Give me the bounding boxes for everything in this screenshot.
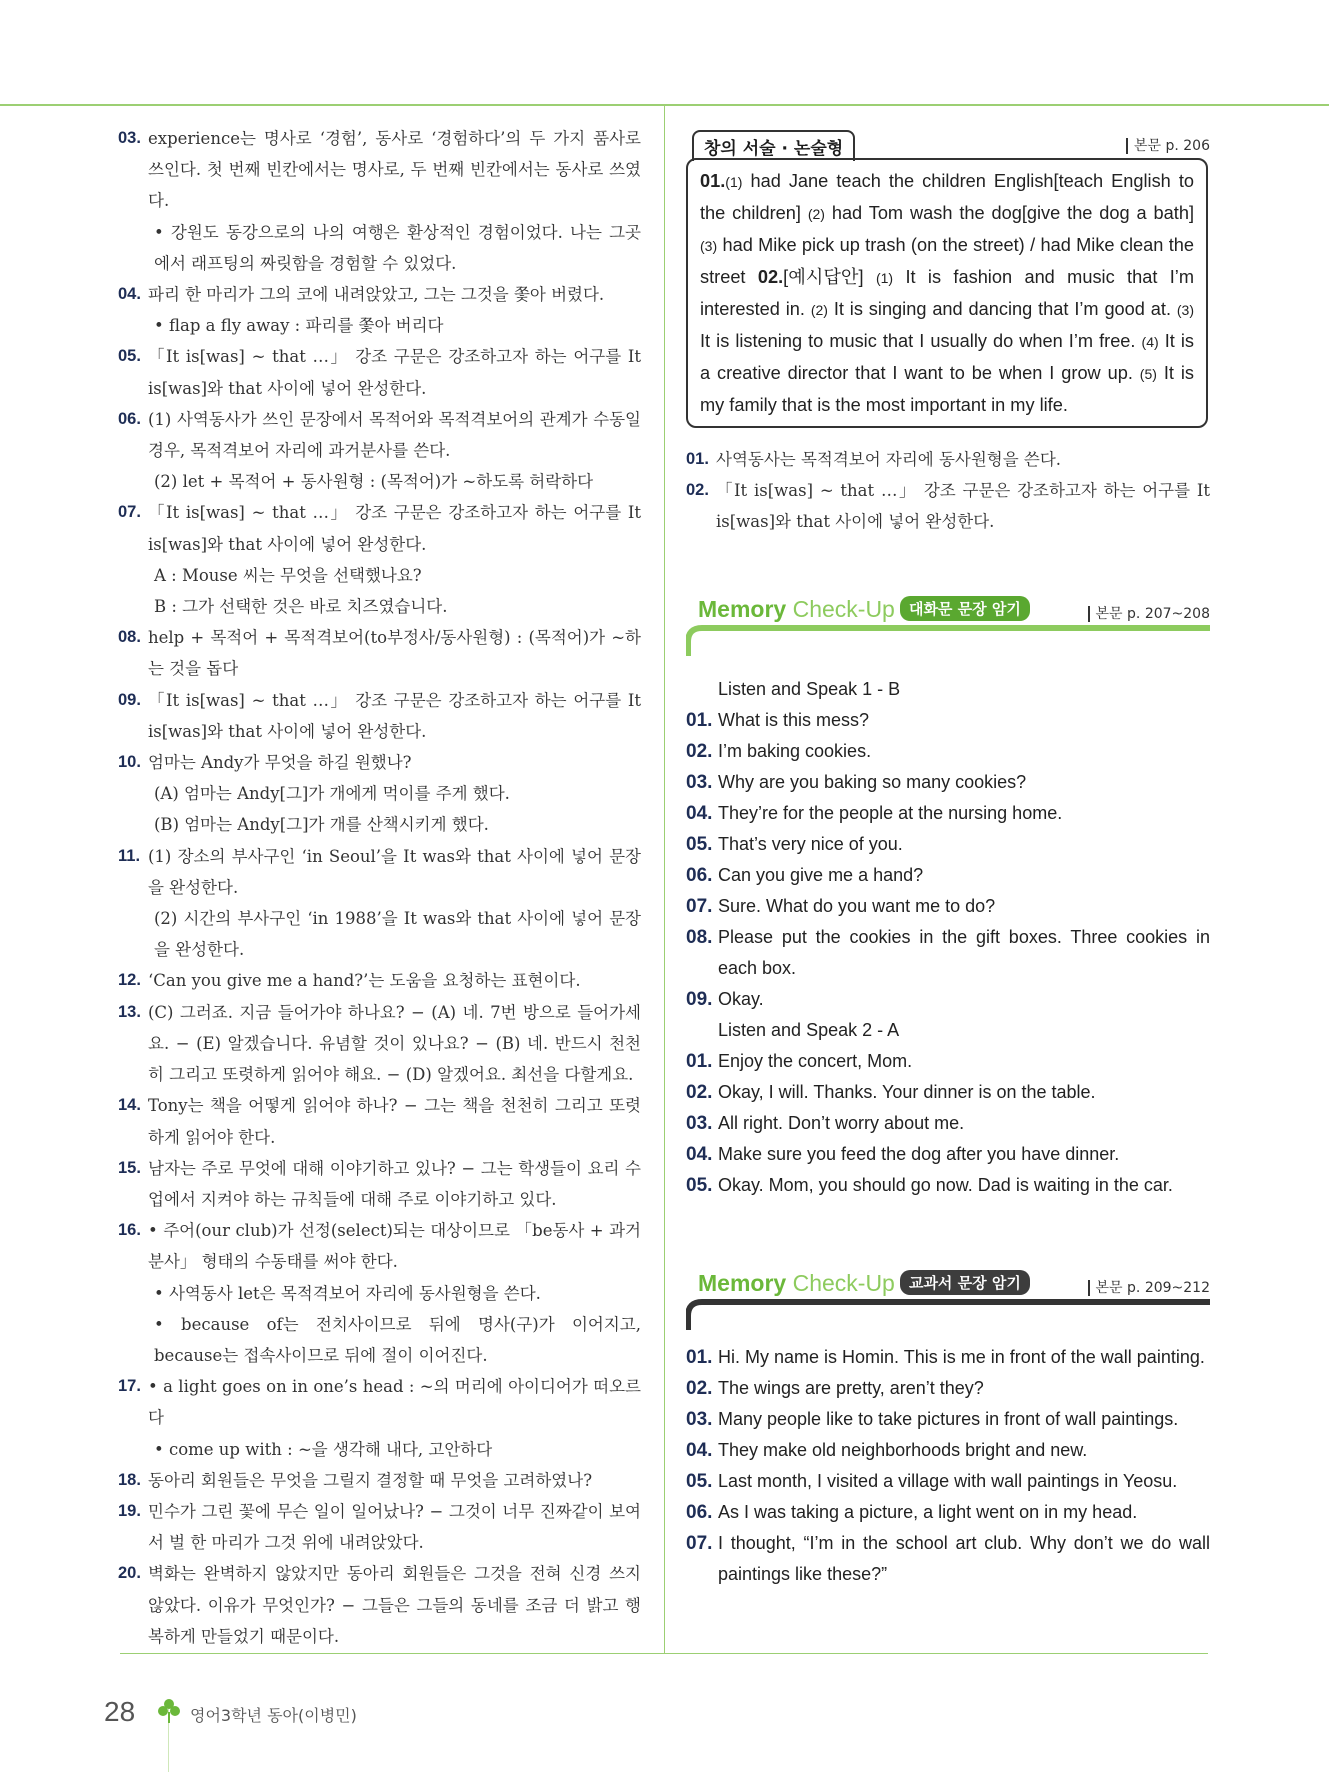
memory-sentence <box>686 1046 1210 1077</box>
memory-sentence <box>686 984 1210 1015</box>
answer-text <box>148 1215 641 1371</box>
answer-item <box>118 841 641 966</box>
answer-item <box>118 1558 641 1652</box>
memory-text: Enjoy the concert, Mom. <box>718 1051 913 1071</box>
memory-page-ref: 본문 p. 207~208 <box>1088 606 1210 622</box>
answer-subline: • 강원도 동강으로의 나의 여행은 환상적인 경험이었다. 나는 그곳에서 래프팅의 짜릿함을 경험할 수 있었다. <box>154 222 641 273</box>
creative-explanations <box>686 444 1210 537</box>
memory-text: Hi. My name is Homin. This is me in front of the wall painting. <box>718 1347 1205 1367</box>
answer-item <box>118 685 641 747</box>
memory-curve-decoration <box>686 622 1210 656</box>
memory-number: 04. <box>686 803 713 824</box>
memory-text: Make sure you feed the dog after you have dinner. <box>718 1144 1120 1164</box>
memory-checkup-header-1: Memory Check-Up 대화문 문장 암기 본문 p. 207~208 <box>686 596 1210 656</box>
answer-item <box>118 123 641 279</box>
memory-sentence <box>686 891 1210 922</box>
memory-text: Many people like to take pictures in front of wall paintings. <box>718 1409 1179 1429</box>
answer-line: 「It is[was] ~ that …」 강조 구문은 강조하고자 하는 어구를 It is[was]와 that 사이에 넣어 완성한다. <box>148 503 641 554</box>
memory-list-1 <box>686 674 1210 1201</box>
answer-item <box>118 1153 641 1215</box>
memory-sentence <box>686 922 1210 984</box>
answer-line: 벽화는 완벽하지 않았지만 동아리 회원들은 그것을 전혀 신경 쓰지 않았다. 이유가 무엇인가? − 그들은 그들의 동네를 조금 더 밝고 행복하게 만들었기 때문이다. <box>148 1564 641 1646</box>
answer-subline: A : Mouse 씨는 무엇을 선택했나요? <box>154 565 422 585</box>
answer-number: 09. <box>118 690 141 709</box>
memory-number: 01. <box>686 1347 713 1368</box>
answer-subline: B : 그가 선택한 것은 바로 치즈였습니다. <box>154 597 448 617</box>
memory-number: 06. <box>686 1502 713 1523</box>
memory-sentence <box>686 1528 1210 1590</box>
answer-text <box>148 1090 641 1152</box>
answer-subline: • 사역동사 let은 목적격보어 자리에 동사원형을 쓴다. <box>154 1283 541 1303</box>
memory-sentence <box>686 860 1210 891</box>
creative-header <box>686 130 1210 159</box>
memory-text: They’re for the people at the nursing home. <box>718 803 1063 823</box>
answer-line: ‘Can you give me a hand?’는 도움을 요청하는 표현이다. <box>148 971 581 991</box>
memory-section-text: Listen and Speak 1 - B <box>718 679 901 699</box>
memory-text: They make old neighborhoods bright and new. <box>718 1440 1088 1460</box>
answer-line: (1) 사역동사가 쓰인 문장에서 목적어와 목적격보어의 관계가 수동일 경우, 목적격보어 자리에 과거분사를 쓴다. <box>148 409 641 461</box>
clover-icon <box>158 1698 180 1724</box>
answer-line: • 주어(our club)가 선정(select)되는 대상이므로 「be동사 + 과거분사」 형태의 수동태를 써야 한다. <box>148 1221 641 1272</box>
memory-text: Please put the cookies in the gift boxes. Three cookies in each box. <box>718 927 1210 978</box>
memory-sentence <box>686 1497 1210 1528</box>
answer-subline: (B) 엄마는 Andy[그]가 개를 산책시키게 했다. <box>154 815 489 835</box>
answer-item <box>118 279 641 341</box>
answer-text <box>148 1558 641 1652</box>
memory-sentence <box>686 1404 1210 1435</box>
memory-sentence <box>686 829 1210 860</box>
memory-text: Okay, I will. Thanks. Your dinner is on the table. <box>718 1082 1096 1102</box>
answer-number: 19. <box>118 1501 141 1520</box>
answer-item <box>118 497 641 622</box>
answer-number: 10. <box>118 753 141 772</box>
memory-section-label <box>686 1015 1210 1046</box>
memory-number: 02. <box>686 1378 713 1399</box>
answer-subline: • because of는 전치사이므로 뒤에 명사(구)가 이어지고, because는 접속사이므로 뒤에 절이 이어진다. <box>154 1314 641 1365</box>
answer-number: 16. <box>118 1221 141 1240</box>
memory-text: Can you give me a hand? <box>718 865 924 885</box>
creative-title: 창의 서술 · 논술형 <box>692 130 855 161</box>
memory-list-2 <box>686 1342 1210 1590</box>
answer-line: (C) 그러죠. 지금 들어가야 하나요? − (A) 네. 7번 방으로 들어가세요. − (E) 알겠습니다. 유념할 것이 있나요? − (B) 네. 반드시 천천히 그리고 또렷하게 읽어야 해요. − (D) 알겠어요. 최선을 다할게요. <box>148 1002 641 1085</box>
memory-number: 02. <box>686 741 713 762</box>
answer-subline: (2) 시간의 부사구인 ‘in 1988’을 It was와 that 사이에 넣어 문장을 완성한다. <box>154 909 641 960</box>
memory-number: 04. <box>686 1440 713 1461</box>
answer-item <box>118 622 641 684</box>
memory-number: 04. <box>686 1144 713 1165</box>
memory-text: I thought, “I’m in the school art club. Why don’t we do wall paintings like these?” <box>718 1533 1210 1584</box>
memory-sentence <box>686 1077 1210 1108</box>
answer-number: 18. <box>118 1470 141 1489</box>
answer-number: 11. <box>118 846 141 865</box>
memory-number: 02. <box>686 1082 713 1103</box>
answer-number: 03. <box>118 129 141 147</box>
answer-text <box>148 997 641 1091</box>
bottom-divider <box>120 1653 1208 1654</box>
memory-text: Okay. Mom, you should go now. Dad is waiting in the car. <box>718 1175 1173 1195</box>
answer-text <box>148 1496 641 1558</box>
memory-section-text: Listen and Speak 2 - A <box>718 1020 900 1040</box>
answer-text <box>148 497 641 622</box>
answer-item <box>118 1465 641 1496</box>
answer-number: 05. <box>118 347 141 366</box>
answer-number: 14. <box>118 1096 141 1115</box>
answer-number: 12. <box>118 971 141 990</box>
memory-text: I’m baking cookies. <box>718 741 872 761</box>
answer-item <box>118 341 641 403</box>
answer-text <box>148 341 641 403</box>
answer-number: 15. <box>118 1158 141 1177</box>
memory-number: 03. <box>686 772 713 793</box>
answer-number: 04. <box>118 285 141 304</box>
answer-number: 02. <box>757 267 784 287</box>
answer-line: 민수가 그린 꽃에 무슨 일이 일어났나? − 그것이 너무 진짜같이 보여서 벌 한 마리가 그것 위에 내려앉았다. <box>148 1501 641 1553</box>
answer-line: 파리 한 마리가 그의 코에 내려앉았고, 그는 그것을 쫓아 버렸다. <box>148 285 605 305</box>
memory-text: Okay. <box>718 989 764 1009</box>
answer-number: 01. <box>700 171 726 191</box>
answer-text <box>148 841 641 966</box>
page-number: 28 <box>104 1696 136 1727</box>
answer-line: (1) 장소의 부사구인 ‘in Seoul’을 It was와 that 사이에 넣어 문장을 완성한다. <box>148 846 641 897</box>
answer-text <box>148 279 641 341</box>
memory-number: 08. <box>686 927 713 948</box>
answer-text <box>148 404 641 498</box>
answer-subline: • flap a fly away : 파리를 쫓아 버리다 <box>154 316 444 336</box>
creative-answer-box: 01.(1) had Jane teach the children English[teach English to the children] (2) had Tom wash the dog[give the dog a bath] (3) had Mike pick up trash (on the street) / had Mike clean the street 02.[예시답안] (1) It is fashion and music that I’m interested in. (2) It is singing and dancing that I’m good at. (3) It is listening to music that I usually do when I’m free. (4) It is a creative director that I want to be when I grow up. (5) It is my family that is the most important in my life. <box>686 158 1208 428</box>
memory-text: Last month, I visited a village with wall paintings in Yeosu. <box>718 1471 1178 1491</box>
answer-text <box>148 747 641 841</box>
answer-subline: • come up with : ~을 생각해 내다, 고안하다 <box>154 1439 493 1459</box>
memory-tag: 대화문 문장 암기 <box>900 596 1030 621</box>
answer-item <box>118 404 641 498</box>
answer-number: 07. <box>118 503 141 522</box>
answer-line: 「It is[was] ~ that …」 강조 구문은 강조하고자 하는 어구를 It is[was]와 that 사이에 넣어 완성한다. <box>148 347 641 398</box>
answer-text <box>148 965 641 996</box>
left-column-answers <box>118 123 641 1652</box>
answer-number: 06. <box>118 409 141 428</box>
explanation-item <box>686 444 1210 475</box>
memory-text: All right. Don’t worry about me. <box>718 1113 965 1133</box>
answer-subline: (2) let + 목적어 + 동사원형 : (목적어)가 ~하도록 허락하다 <box>154 472 594 492</box>
answer-number: 13. <box>118 1002 141 1021</box>
answer-line: experience는 명사로 ‘경험’, 동사로 ‘경험하다’의 두 가지 품사로 쓰인다. 첫 번째 빈칸에서는 명사로, 두 번째 빈칸에서는 동사로 쓰였다. <box>148 129 641 211</box>
memory-curve-decoration <box>686 1296 1210 1330</box>
memory-number: 05. <box>686 1471 713 1492</box>
memory-section-label <box>686 674 1210 705</box>
answer-line: 동아리 회원들은 무엇을 그릴지 결정할 때 무엇을 고려하였나? <box>148 1470 593 1490</box>
answer-item <box>118 747 641 841</box>
answer-line: • a light goes on in one’s head : ~의 머리에 아이디어가 떠오르다 <box>148 1377 641 1428</box>
explanation-item <box>686 475 1210 537</box>
memory-sentence <box>686 1435 1210 1466</box>
column-divider <box>664 106 665 1654</box>
memory-tag: 교과서 문장 암기 <box>900 1270 1030 1295</box>
memory-sentence <box>686 1373 1210 1404</box>
memory-sentence <box>686 1342 1210 1373</box>
explanation-number: 02. <box>686 481 709 499</box>
explanation-text: 사역동사는 목적격보어 자리에 동사원형을 쓴다. <box>716 450 1062 469</box>
memory-sentence <box>686 705 1210 736</box>
answer-number: 17. <box>118 1377 141 1396</box>
answer-number: 08. <box>118 628 141 647</box>
memory-sentence <box>686 1170 1210 1201</box>
memory-sentence <box>686 736 1210 767</box>
creative-page-ref: 본문 p. 206 <box>1126 138 1210 154</box>
memory-number: 06. <box>686 865 713 886</box>
memory-number: 07. <box>686 1533 713 1554</box>
answer-line: help + 목적어 + 목적격보어(to부정사/동사원형) : (목적어)가 ~하는 것을 돕다 <box>148 628 641 679</box>
memory-text: Why are you baking so many cookies? <box>718 772 1027 792</box>
book-title: 영어3학년 동아(이병민) <box>190 1706 357 1725</box>
answer-line: 엄마는 Andy가 무엇을 하길 원했나? <box>148 753 412 773</box>
answer-item <box>118 965 641 996</box>
answer-line: 남자는 주로 무엇에 대해 이야기하고 있나? − 그는 학생들이 요리 수업에서 지켜야 하는 규칙들에 대해 주로 이야기하고 있다. <box>148 1158 641 1209</box>
memory-number: 09. <box>686 989 713 1010</box>
memory-text: As I was taking a picture, a light went on in my head. <box>718 1502 1138 1522</box>
memory-text: What is this mess? <box>718 710 870 730</box>
explanation-number: 01. <box>686 450 709 468</box>
memory-page-ref: 본문 p. 209~212 <box>1088 1280 1210 1296</box>
memory-number: 05. <box>686 834 713 855</box>
memory-sentence <box>686 1108 1210 1139</box>
memory-number: 01. <box>686 710 713 731</box>
answer-item <box>118 997 641 1091</box>
answer-text <box>148 622 641 684</box>
memory-text: Sure. What do you want me to do? <box>718 896 996 916</box>
memory-sentence <box>686 1466 1210 1497</box>
answer-item <box>118 1371 641 1465</box>
answer-number: 20. <box>118 1564 141 1583</box>
answer-line: Tony는 책을 어떻게 읽어야 하나? − 그는 책을 천천히 그리고 또렷하게 읽어야 한다. <box>148 1096 641 1147</box>
memory-sentence <box>686 798 1210 829</box>
memory-text: The wings are pretty, aren’t they? <box>718 1378 984 1398</box>
memory-number: 05. <box>686 1175 713 1196</box>
answer-item <box>118 1090 641 1152</box>
memory-number: 03. <box>686 1113 713 1134</box>
answer-text <box>148 123 641 279</box>
answer-item <box>118 1215 641 1371</box>
memory-number: 03. <box>686 1409 713 1430</box>
answer-item <box>118 1496 641 1558</box>
memory-number: 07. <box>686 896 713 917</box>
answer-text <box>148 1371 641 1465</box>
answer-text <box>148 1153 641 1215</box>
memory-text: That’s very nice of you. <box>718 834 903 854</box>
memory-sentence <box>686 1139 1210 1170</box>
answer-text <box>148 1465 641 1496</box>
answer-subline: (A) 엄마는 Andy[그]가 개에게 먹이를 주게 했다. <box>154 784 510 804</box>
memory-sentence <box>686 767 1210 798</box>
memory-number: 01. <box>686 1051 713 1072</box>
memory-checkup-header-2: Memory Check-Up 교과서 문장 암기 본문 p. 209~212 <box>686 1270 1210 1330</box>
answer-line: 「It is[was] ~ that …」 강조 구문은 강조하고자 하는 어구를 It is[was]와 that 사이에 넣어 완성한다. <box>148 690 641 741</box>
answer-text <box>148 685 641 747</box>
explanation-text: 「It is[was] ~ that …」 강조 구문은 강조하고자 하는 어구를 It is[was]와 that 사이에 넣어 완성한다. <box>716 481 1210 531</box>
